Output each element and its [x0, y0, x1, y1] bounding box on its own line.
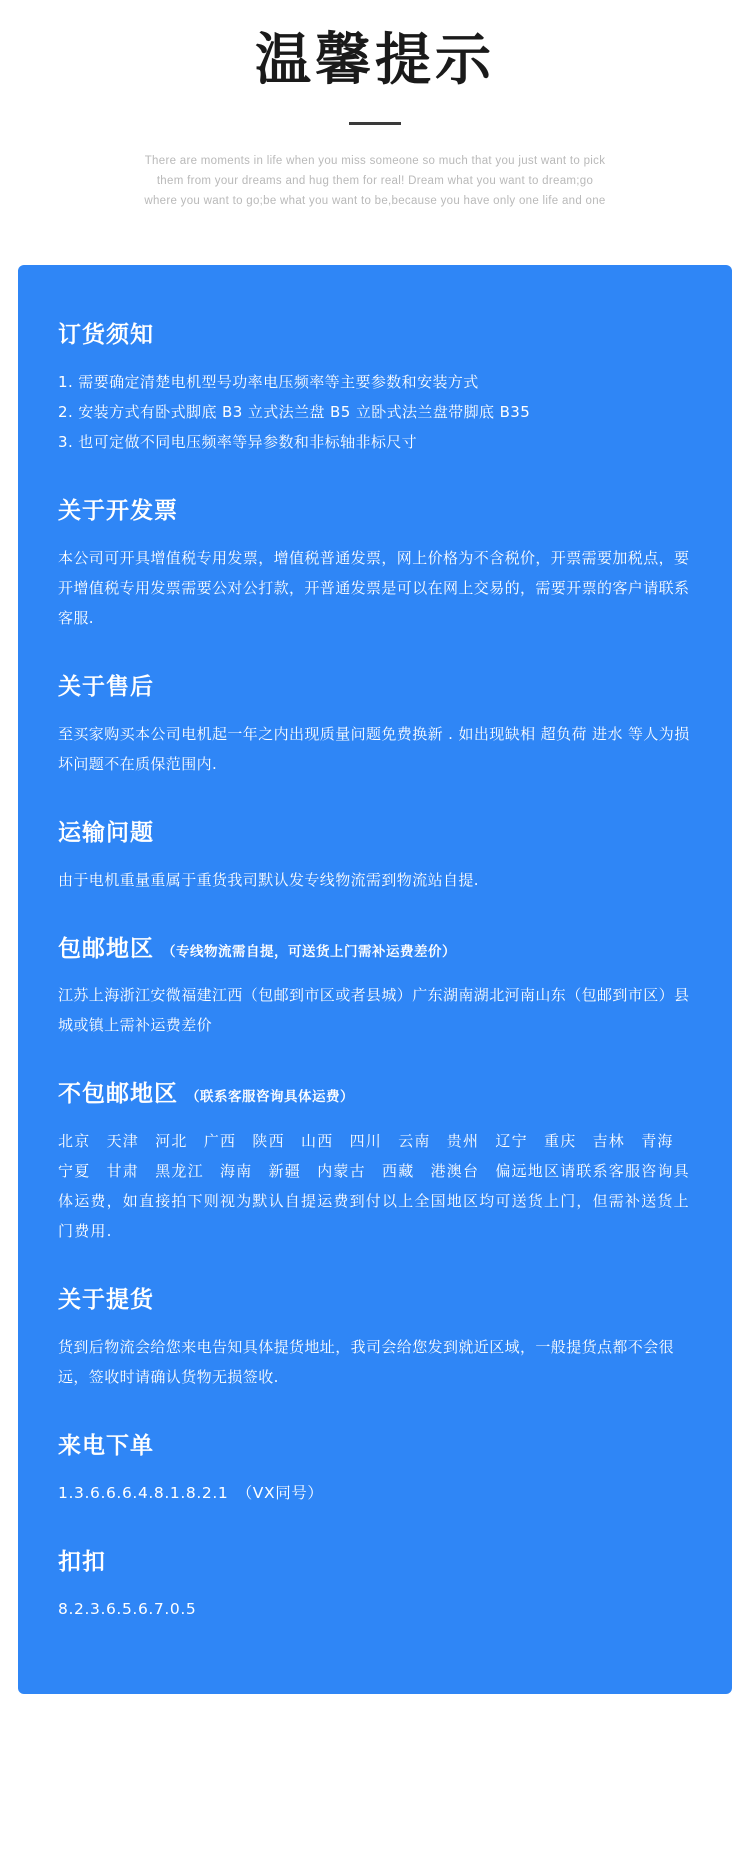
section-body: 本公司可开具增值税专用发票，增值税普通发票，网上价格为不含税价，开票需要加税点，要开增值税专用发票需要公对公打款，开普通发票是可以在网上交易的，需要开票的客户请联系客服. — [58, 548, 690, 627]
section-heading-text: 不包邮地区 — [58, 1081, 178, 1108]
section-heading-text: 包邮地区 — [58, 935, 154, 962]
section-heading-text: 扣扣 — [58, 1549, 106, 1576]
section-body: 至买家购买本公司电机起一年之内出现质量问题免费换新 . 如出现缺相 超负荷 进水 等人为损坏问题不在质保范围内. — [58, 724, 690, 773]
section-heading — [58, 935, 692, 965]
section-heading-text: 运输问题 — [58, 819, 154, 846]
section-heading — [58, 497, 692, 527]
section-body: 货到后物流会给您来电告知具体提货地址，我司会给您发到就近区域，一般提货点都不会很远，签收时请确认货物无损签收. — [58, 1338, 675, 1387]
section-free-shipping-areas — [58, 935, 692, 1041]
section-paid-shipping-areas — [58, 1080, 692, 1246]
section-body: 北京 天津 河北 广西 陕西 山西 四川 云南 贵州 辽宁 重庆 吉林 青海 宁夏 甘肃 黑龙江 海南 新疆 内蒙古 西藏 港澳台 偏远地区请联系客服咨询具体运费，如直接拍下则视为默认自提运费到付以上全国地区均可送货上门，但需补送货上门费用. — [58, 1132, 690, 1241]
section-heading — [58, 1080, 692, 1110]
section-shipping — [58, 819, 692, 895]
contact-qq: 8.2.3.6.5.6.7.0.5 — [58, 1600, 197, 1619]
section-order-phone — [58, 1432, 692, 1508]
section-heading-text: 来电下单 — [58, 1433, 154, 1460]
section-invoice — [58, 497, 692, 633]
section-qq — [58, 1548, 692, 1624]
list-item: 1. 需要确定清楚电机型号功率电压频率等主要参数和安装方式 — [58, 372, 479, 391]
section-heading — [58, 1286, 692, 1316]
section-heading-text: 订货须知 — [58, 322, 154, 348]
section-heading-note: （专线物流需自提，可送货上门需补运费差价） — [162, 943, 456, 960]
section-heading — [58, 673, 692, 703]
section-list — [58, 367, 692, 457]
section-pickup — [58, 1286, 692, 1392]
section-heading — [58, 1432, 692, 1462]
section-body: 由于电机重量重属于重货我司默认发专线物流需到物流站自提. — [58, 870, 479, 889]
list-item: 2. 安装方式有卧式脚底 B3 立式法兰盘 B5 立卧式法兰盘带脚底 B35 — [58, 402, 531, 421]
section-heading-text: 关于售后 — [58, 673, 154, 700]
section-heading — [58, 1548, 692, 1578]
section-heading-note: （联系客服咨询具体运费） — [186, 1089, 354, 1106]
title-divider — [349, 122, 401, 125]
section-order-notice — [58, 321, 692, 457]
page-title: 温馨提示 — [255, 28, 495, 93]
section-after-sales — [58, 673, 692, 779]
list-item: 3. 也可定做不同电压频率等异参数和非标轴非标尺寸 — [58, 432, 418, 451]
notice-card — [18, 265, 732, 1694]
contact-phone: 1.3.6.6.6.4.8.1.8.2.1 （VX同号） — [58, 1484, 324, 1503]
section-heading-text: 关于提货 — [58, 1287, 154, 1314]
section-heading-text: 关于开发票 — [58, 497, 178, 524]
page-header — [0, 0, 750, 211]
header-subtitle: There are moments in life when you miss someone so much that you just want to pick them from your dreams and hug them for real! Dream what you want to dream;go where you want to go;be what you want to be,because you have only one life and one — [144, 155, 606, 207]
section-heading — [58, 321, 692, 351]
section-heading — [58, 819, 692, 849]
section-body: 江苏上海浙江安微福建江西（包邮到市区或者县城）广东湖南湖北河南山东（包邮到市区）县城或镇上需补运费差价 — [58, 986, 690, 1035]
